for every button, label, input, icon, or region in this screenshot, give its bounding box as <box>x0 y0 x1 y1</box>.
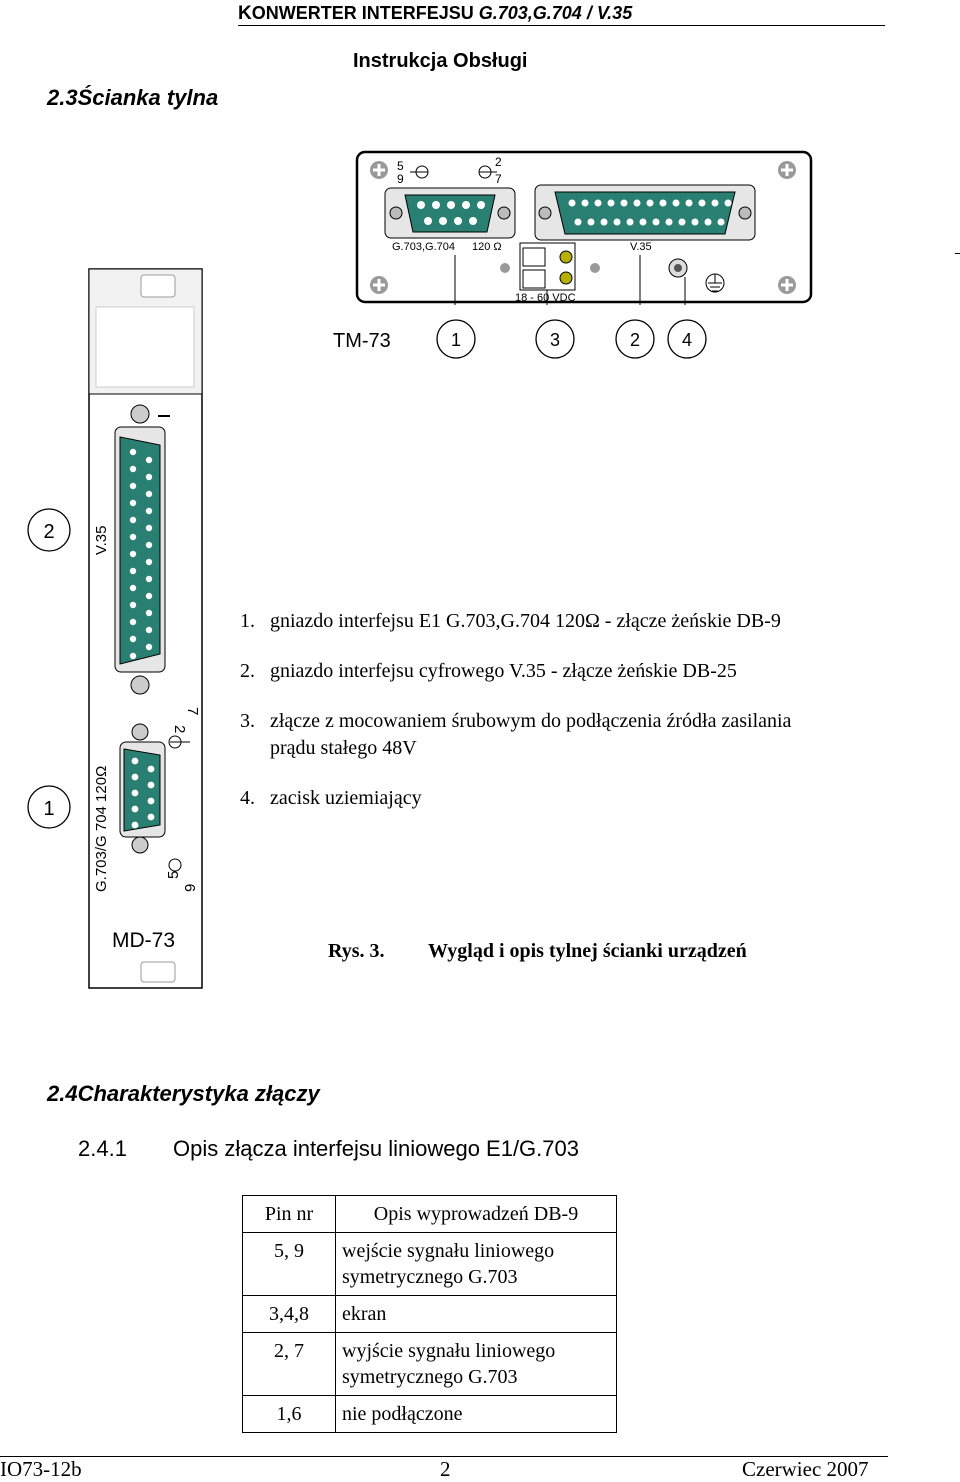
table-cell-desc <box>336 1333 617 1396</box>
tm73-callouts <box>325 312 710 362</box>
table-header-row <box>243 1196 617 1233</box>
header-title-model: G.703,G.704 / V.35 <box>478 3 633 23</box>
table-cell-desc: nie podłączone <box>336 1396 617 1433</box>
running-header <box>238 3 632 25</box>
md73-label-v35: V.35 <box>93 525 110 555</box>
tm73-rear-panel-drawing <box>355 150 815 305</box>
callout-md-2: 2 <box>43 521 55 543</box>
tm73-label-5: 5 <box>397 159 404 173</box>
subsection-title: Opis złącza interfejsu liniowego E1/G.703 <box>173 1136 579 1161</box>
tm73-label-power: 18 - 60 VDC <box>515 292 576 304</box>
list-item <box>240 708 791 762</box>
list-item-number: 4. <box>240 787 255 809</box>
tm73-label-120ohm: 120 Ω <box>472 241 502 253</box>
callout-2: 2 <box>629 330 641 350</box>
list-item-number: 3. <box>240 710 255 732</box>
callout-3: 3 <box>549 330 561 350</box>
tm73-label-2: 2 <box>495 155 502 169</box>
desc-line: wyjście sygnału liniowego <box>342 1340 556 1362</box>
section-heading-back-panel <box>47 85 218 111</box>
list-item <box>240 785 422 812</box>
list-item-number: 2. <box>240 660 255 682</box>
callout-md-1: 1 <box>43 798 55 820</box>
table-cell-pin: 1,6 <box>243 1396 336 1433</box>
pinout-table <box>242 1195 617 1433</box>
tm73-label-9: 9 <box>397 172 404 186</box>
table-cell-pin: 3,4,8 <box>243 1296 336 1333</box>
header-title-initial: K <box>238 3 252 24</box>
table-header-cell: Opis wyprowadzeń DB-9 <box>336 1196 617 1233</box>
subsection-number: 2.4.1 <box>78 1136 127 1161</box>
footer-page-number: 2 <box>440 1457 451 1481</box>
tm73-label-7: 7 <box>495 172 502 186</box>
desc-line: symetrycznego G.703 <box>342 1266 518 1288</box>
callout-1: 1 <box>450 330 462 350</box>
table-row <box>243 1333 617 1396</box>
md73-label-7: 7 <box>184 707 201 716</box>
md73-label-9: 9 <box>182 883 199 892</box>
edge-mark <box>955 253 960 254</box>
table-header-cell: Pin nr <box>243 1196 336 1233</box>
table-cell-pin: 5, 9 <box>243 1233 336 1296</box>
md73-callouts <box>25 505 75 835</box>
table-row <box>243 1296 617 1333</box>
list-item-continuation: prądu stałego 48V <box>270 737 417 759</box>
table-cell-desc <box>336 1233 617 1296</box>
section-number: 2.4 <box>47 1081 78 1106</box>
callout-4: 4 <box>681 330 693 350</box>
desc-line: symetrycznego G.703 <box>342 1366 518 1388</box>
figure-caption-label: Rys. 3. <box>328 940 385 962</box>
md73-label-5: 5 <box>165 870 182 879</box>
subsection-heading <box>78 1136 579 1162</box>
table-row <box>243 1233 617 1296</box>
tm73-model-label: TM-73 <box>333 330 391 352</box>
list-item <box>240 658 737 685</box>
header-rule <box>238 25 885 26</box>
list-item-number: 1. <box>240 610 255 632</box>
list-item-text: gniazdo interfejsu E1 G.703,G.704 120Ω - złącze żeńskie DB-9 <box>270 610 781 632</box>
table-cell-pin: 2, 7 <box>243 1333 336 1396</box>
section-heading-connectors <box>47 1081 320 1107</box>
footer-doc-id: IO73-12b <box>0 1457 82 1481</box>
desc-line: wejście sygnału liniowego <box>342 1240 555 1262</box>
header-title-text: ONWERTER INTERFEJSU <box>251 3 479 23</box>
tm73-label-v35: V.35 <box>630 241 652 253</box>
section-title: Charakterystyka złączy <box>77 1081 320 1106</box>
footer-date: Czerwiec 2007 <box>742 1457 869 1481</box>
header-subtitle: Instrukcja Obsługi <box>353 50 528 72</box>
section-number: 2.3 <box>47 85 78 110</box>
table-cell-desc: ekran <box>336 1296 617 1333</box>
list-item-text: złącze z mocowaniem śrubowym do podłączenia źródła zasilania <box>270 710 792 732</box>
tm73-label-g703: G.703,G.704 <box>392 241 455 253</box>
md73-label-2: 2 <box>171 725 188 734</box>
table-row <box>243 1396 617 1433</box>
section-title: Ścianka tylna <box>77 85 219 110</box>
md73-label-g703: G.703/G 704 120Ω <box>93 765 110 892</box>
list-item-text: gniazdo interfejsu cyfrowego V.35 - złącze żeńskie DB-25 <box>270 660 737 682</box>
list-item-text: zacisk uziemiający <box>270 787 422 809</box>
figure-caption <box>328 940 747 963</box>
list-item <box>240 608 781 635</box>
figure-caption-text: Wygląd i opis tylnej ścianki urządzeń <box>428 940 747 962</box>
md73-model-label: MD-73 <box>112 929 176 952</box>
